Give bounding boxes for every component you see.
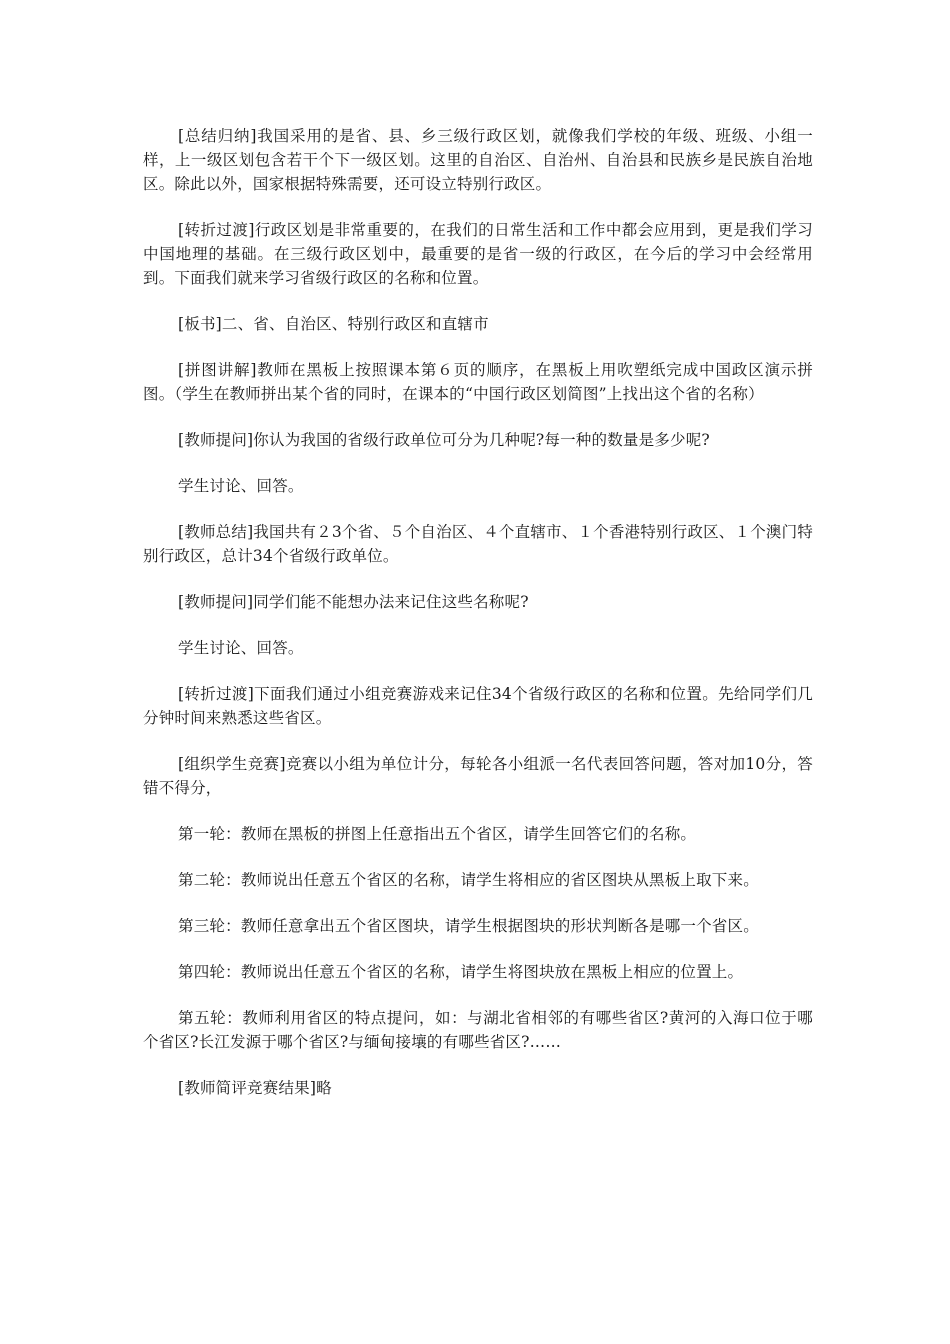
paragraph-transition-2: [转折过渡]下面我们通过小组竞赛游戏来记住34个省级行政区的名称和位置。先给同学们几分钟时间来熟悉这些省区。 bbox=[143, 685, 813, 727]
paragraph-teacher-question-2: [教师提问]同学们能不能想办法来记住这些名称呢? bbox=[178, 593, 529, 611]
paragraph-round-2: 第二轮：教师说出任意五个省区的名称，请学生将相应的省区图块从黑板上取下来。 bbox=[178, 871, 759, 889]
paragraph-puzzle-explanation: [拼图讲解]教师在黑板上按照课本第６页的顺序，在黑板上用吹塑纸完成中国政区演示拼图。（学生在教师拼出某个省的同时，在课本的“中国行政区划简图”上找出这个省的名称） bbox=[143, 361, 813, 403]
paragraph-student-discussion-1: 学生讨论、回答。 bbox=[178, 477, 304, 495]
paragraph-teacher-question-1: [教师提问]你认为我国的省级行政单位可分为几种呢?每一种的数量是多少呢? bbox=[178, 431, 710, 449]
paragraph-blackboard: [板书]二、省、自治区、特别行政区和直辖市 bbox=[178, 315, 489, 333]
paragraph-round-3: 第三轮：教师任意拿出五个省区图块，请学生根据图块的形状判断各是哪一个省区。 bbox=[178, 917, 759, 935]
paragraph-round-5: 第五轮：教师利用省区的特点提问，如：与湖北省相邻的有哪些省区?黄河的入海口位于哪个省区?长江发源于哪个省区?与缅甸接壤的有哪些省区?…… bbox=[143, 1009, 813, 1051]
paragraph-summary: [总结归纳]我国采用的是省、县、乡三级行政区划，就像我们学校的年级、班级、小组一样，上一级区划包含若干个下一级区划。这里的自治区、自治州、自治县和民族乡是民族自治地区。除此以外，国家根据特殊需要，还可设立特别行政区。 bbox=[143, 127, 813, 193]
paragraph-transition-1: [转折过渡]行政区划是非常重要的，在我们的日常生活和工作中都会应用到，更是我们学习中国地理的基础。在三级行政区划中，最重要的是省一级的行政区，在今后的学习中会经常用到。下面我们就来学习省级行政区的名称和位置。 bbox=[143, 221, 813, 287]
document-body bbox=[143, 124, 813, 1122]
paragraph-round-4: 第四轮：教师说出任意五个省区的名称，请学生将图块放在黑板上相应的位置上。 bbox=[178, 963, 744, 981]
paragraph-teacher-summary: [教师总结]我国共有２3个省、５个自治区、４个直辖市、１个香港特别行政区、１个澳门特别行政区，总计34个省级行政单位。 bbox=[143, 523, 813, 565]
paragraph-student-discussion-2: 学生讨论、回答。 bbox=[178, 639, 304, 657]
paragraph-competition-review: [教师简评竞赛结果]略 bbox=[178, 1079, 332, 1097]
paragraph-round-1: 第一轮：教师在黑板的拼图上任意指出五个省区，请学生回答它们的名称。 bbox=[178, 825, 697, 843]
paragraph-competition-rules: [组织学生竞赛]竞赛以小组为单位计分，每轮各小组派一名代表回答问题，答对加10分，答错不得分， bbox=[143, 755, 813, 797]
